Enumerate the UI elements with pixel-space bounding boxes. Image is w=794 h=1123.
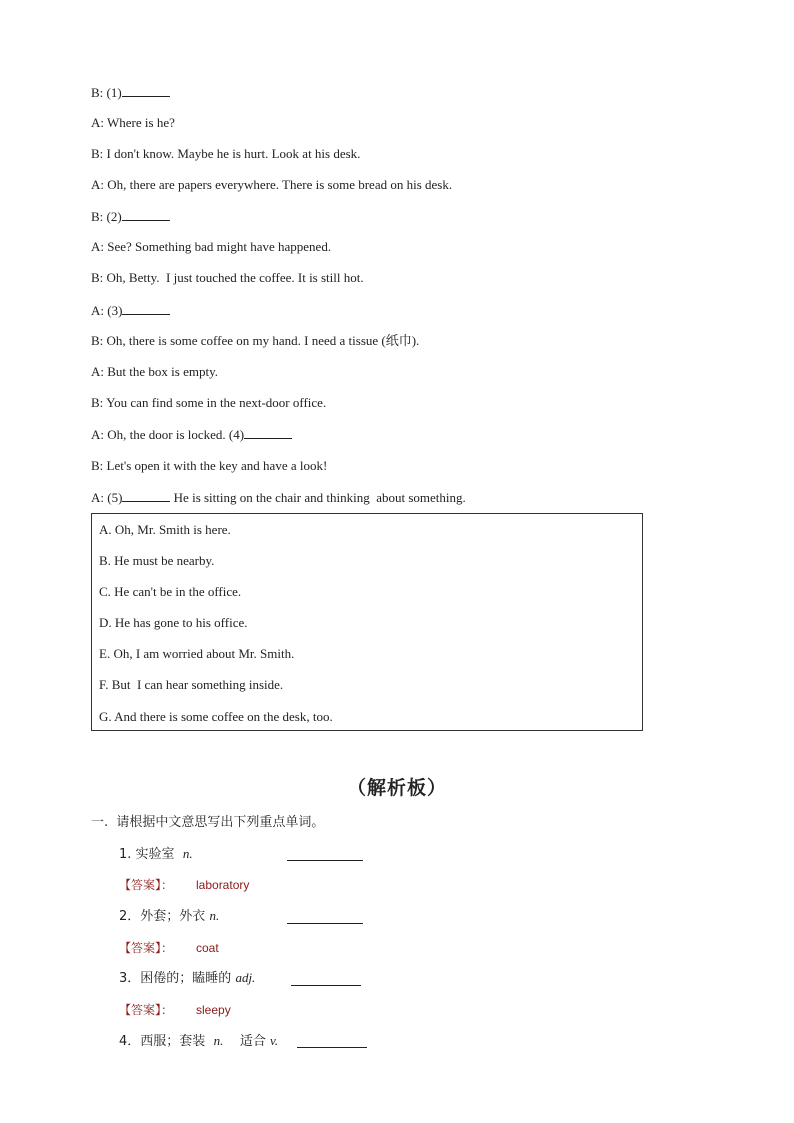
answer-blank-2[interactable] <box>122 208 170 221</box>
section-heading: 一. 请根据中文意思写出下列重点单词。 <box>91 815 325 830</box>
dialogue-line-7: B: Oh, Betty. I just touched the coffee. It is still hot. <box>91 270 364 285</box>
dialogue-line-8: A: (3) <box>91 302 170 319</box>
answer-value-2: coat <box>196 941 219 955</box>
dialogue-line-12: A: Oh, the door is locked. (4) <box>91 426 292 443</box>
dialogue-line-6: A: See? Something bad might have happened. <box>91 239 332 254</box>
dialogue-line-3: B: I don't know. Maybe he is hurt. Look at his desk. <box>91 146 361 161</box>
dialogue-line-2: A: Where is he? <box>91 115 175 130</box>
option-g: G. And there is some coffee on the desk, too. <box>99 709 333 724</box>
dialogue-line-1: B: (1) <box>91 84 170 101</box>
answer-value-1: laboratory <box>196 878 250 892</box>
option-a: A. Oh, Mr. Smith is here. <box>99 522 231 537</box>
option-e: E. Oh, I am worried about Mr. Smith. <box>99 646 295 661</box>
vocab-item-1: 1. 实验室 n. <box>119 846 193 862</box>
option-d: D. He has gone to his office. <box>99 615 248 630</box>
dialogue-line-9: B: Oh, there is some coffee on my hand. I need a tissue (纸巾). <box>91 333 420 348</box>
vocab-blank-4[interactable] <box>297 1046 367 1048</box>
answer-blank-3[interactable] <box>122 302 170 315</box>
answer-blank-4[interactable] <box>244 426 292 439</box>
vocab-item-2: 2．外套；外衣 n. <box>119 908 220 924</box>
answer-value-3: sleepy <box>196 1003 231 1017</box>
dialogue-line-10: A: But the box is empty. <box>91 364 218 379</box>
answer-tag-3: 【答案】： <box>119 1003 174 1017</box>
option-f: F. But I can hear something inside. <box>99 677 284 692</box>
dialogue-line-5: B: (2) <box>91 208 170 225</box>
dialogue-line-11: B: You can find some in the next-door office. <box>91 395 327 410</box>
section-title: （解析板） <box>346 777 447 799</box>
option-c: C. He can't be in the office. <box>99 584 242 599</box>
vocab-blank-2[interactable] <box>287 922 363 924</box>
vocab-blank-1[interactable] <box>287 859 363 861</box>
answer-tag-2: 【答案】： <box>119 941 174 955</box>
option-b: B. He must be nearby. <box>99 553 215 568</box>
dialogue-line-4: A: Oh, there are papers everywhere. There is some bread on his desk. <box>91 177 453 192</box>
vocab-item-4: 4．西服；套装 n. 适合 v. <box>119 1033 279 1049</box>
answer-blank-1[interactable] <box>122 84 170 97</box>
answer-blank-5[interactable] <box>122 489 170 502</box>
dialogue-line-13: B: Let's open it with the key and have a look! <box>91 458 328 473</box>
options-box <box>91 513 643 731</box>
vocab-item-3: 3．困倦的；瞌睡的 adj. <box>119 970 256 986</box>
answer-tag-1: 【答案】： <box>119 878 174 892</box>
vocab-blank-3[interactable] <box>291 984 361 986</box>
dialogue-line-14: A: (5) He is sitting on the chair and thinking about something. <box>91 490 466 505</box>
